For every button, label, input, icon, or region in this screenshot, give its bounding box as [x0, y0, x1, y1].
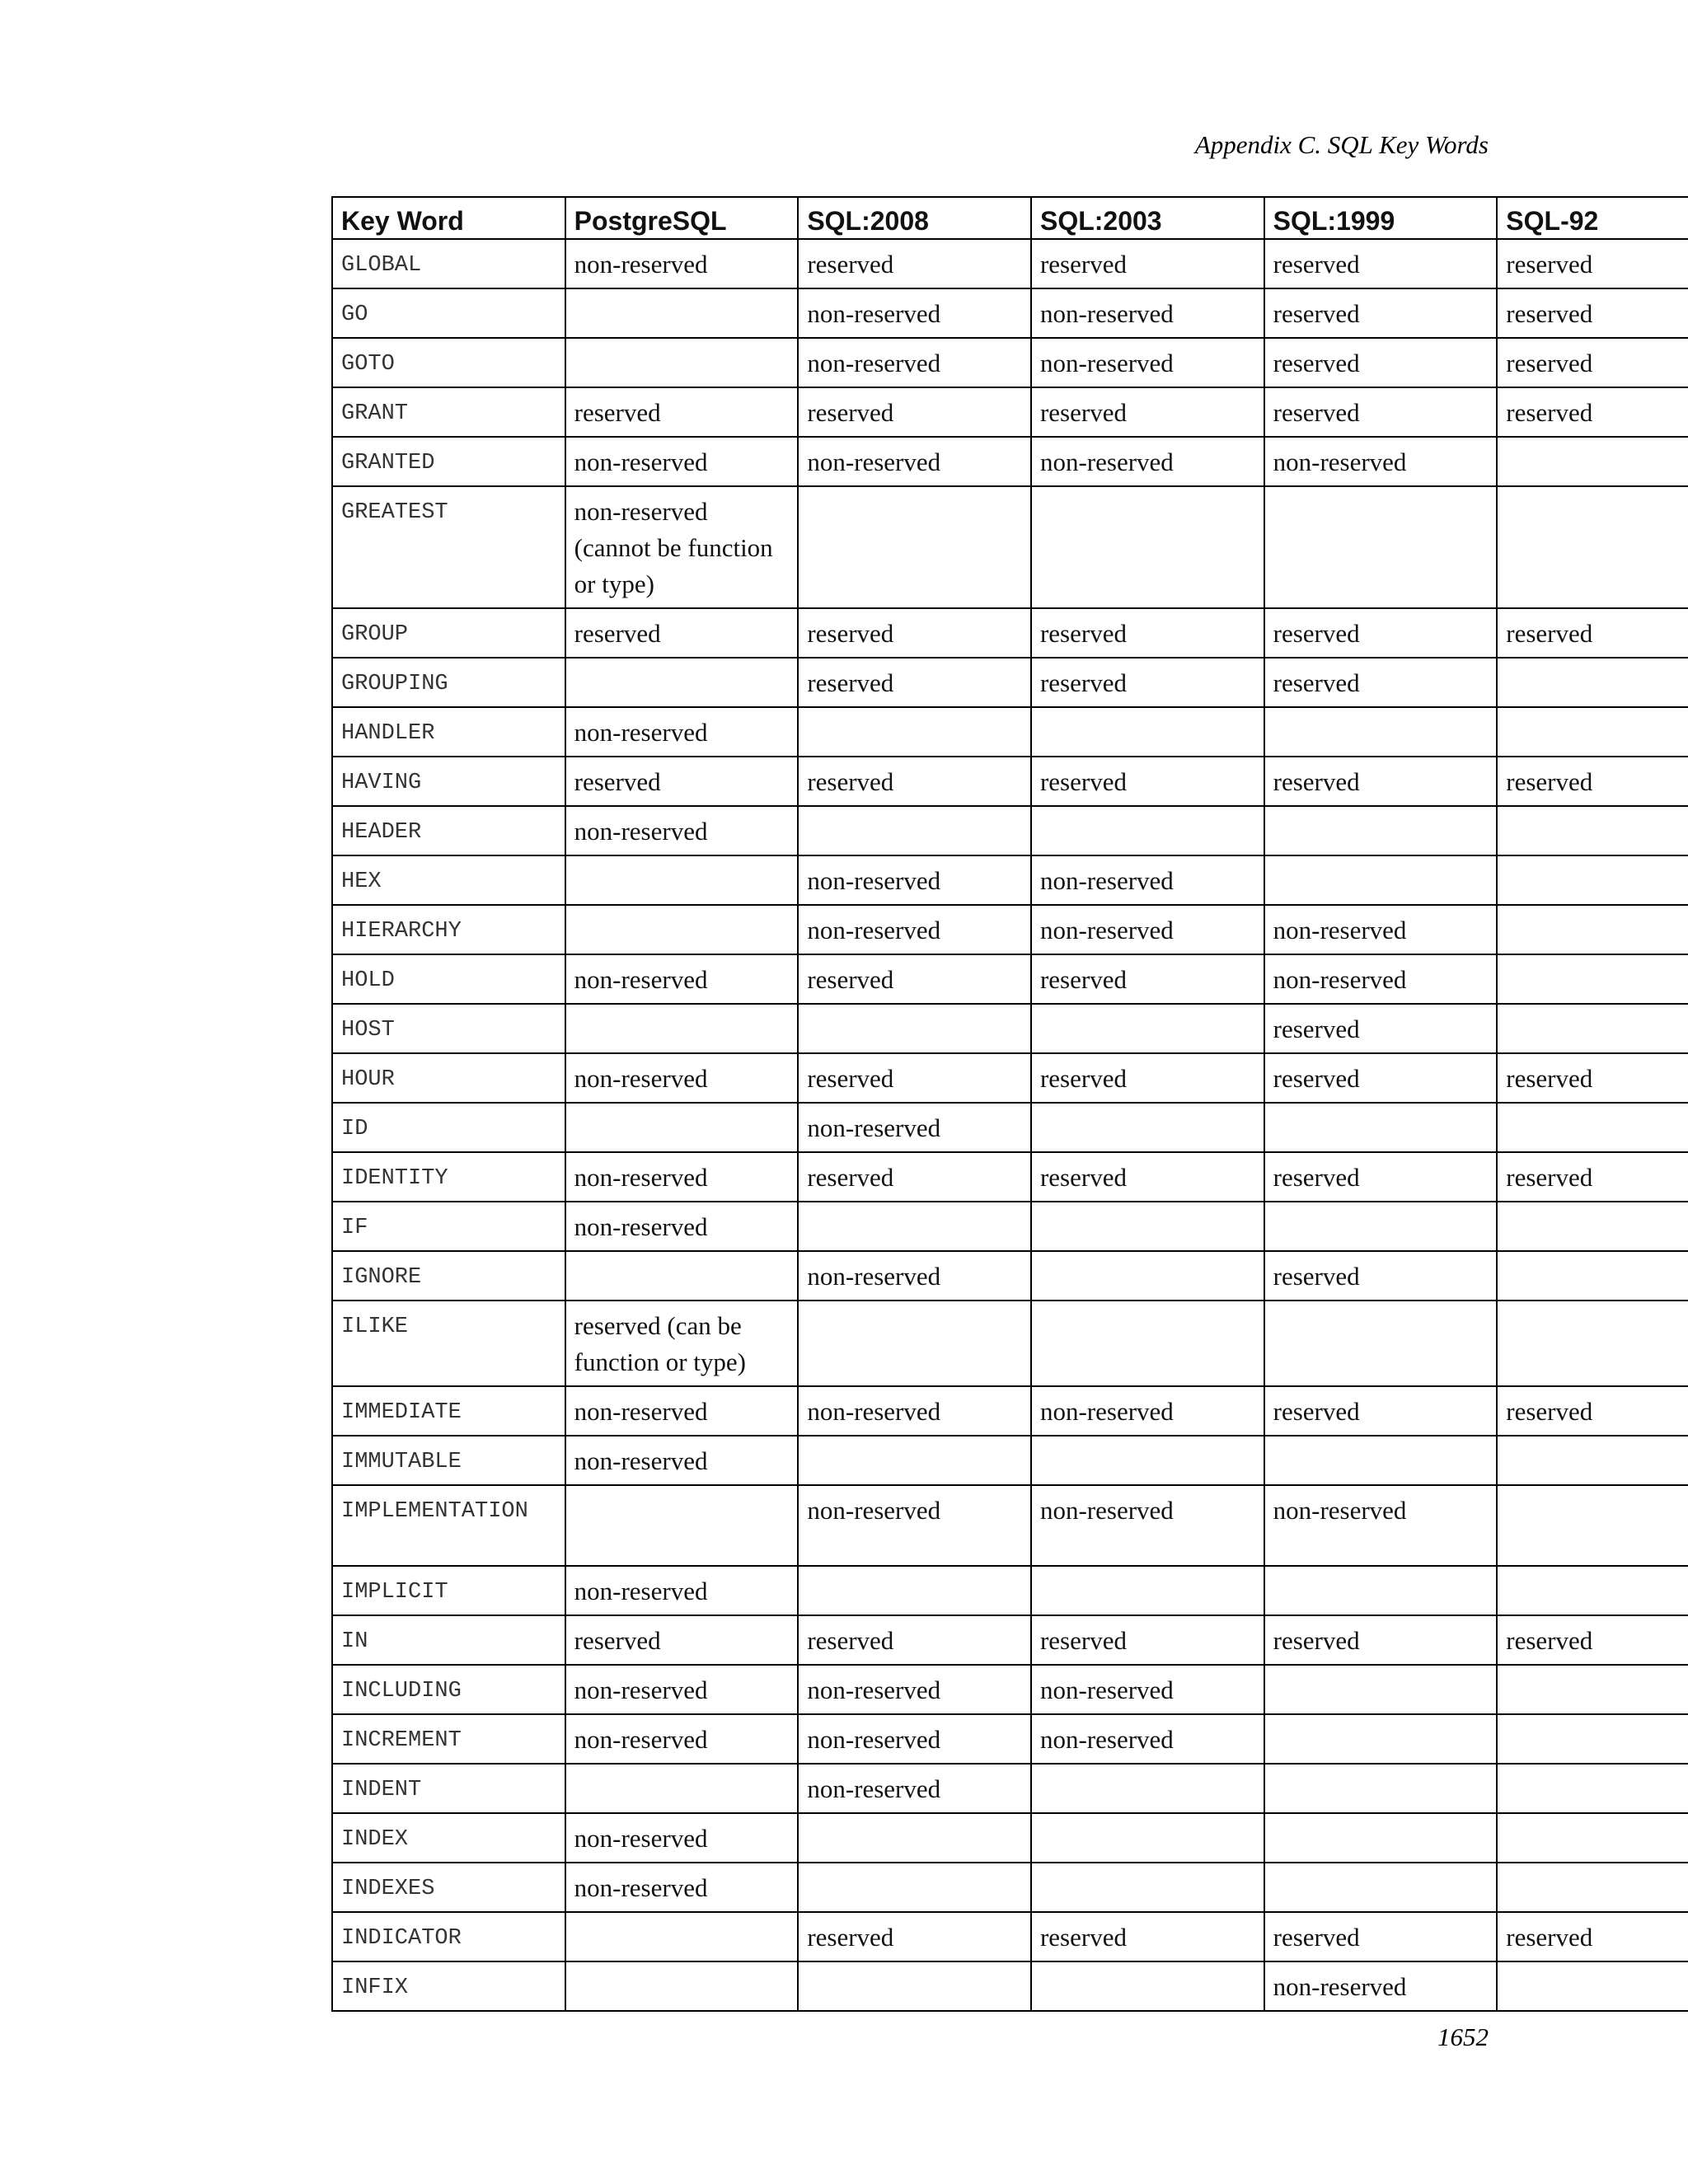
- sql2003-cell: non-reserved: [1031, 1386, 1264, 1436]
- postgresql-cell: non-reserved: [565, 1152, 799, 1202]
- sql2008-cell: reserved: [798, 1912, 1031, 1961]
- sql2003-cell: non-reserved: [1031, 1714, 1264, 1764]
- table-row: [332, 1912, 1688, 1961]
- postgresql-cell: [565, 1764, 799, 1813]
- sql2003-cell: non-reserved: [1031, 437, 1264, 486]
- postgresql-cell: non-reserved: [565, 239, 799, 288]
- sql1999-cell: reserved: [1264, 1053, 1498, 1103]
- column-header: SQL:2008: [798, 197, 1031, 239]
- sql2003-cell: non-reserved: [1031, 905, 1264, 954]
- sql2008-cell: [798, 1202, 1031, 1251]
- postgresql-cell: non-reserved: [565, 1053, 799, 1103]
- sql92-cell: [1497, 806, 1688, 855]
- keyword-cell: GRANT: [332, 387, 565, 437]
- sql92-cell: [1497, 1764, 1688, 1813]
- sql1999-cell: [1264, 1566, 1498, 1615]
- sql2003-cell: [1031, 1566, 1264, 1615]
- sql2008-cell: [798, 1301, 1031, 1386]
- postgresql-cell: [565, 1103, 799, 1152]
- postgresql-cell: [565, 905, 799, 954]
- sql2008-cell: [798, 1961, 1031, 2011]
- postgresql-cell: non-reserved: [565, 1386, 799, 1436]
- postgresql-cell: [565, 1485, 799, 1566]
- table-row: [332, 1714, 1688, 1764]
- sql1999-cell: reserved: [1264, 658, 1498, 707]
- sql1999-cell: [1264, 1714, 1498, 1764]
- sql92-cell: [1497, 486, 1688, 608]
- sql1999-cell: [1264, 1103, 1498, 1152]
- sql92-cell: reserved: [1497, 1152, 1688, 1202]
- table-row: [332, 855, 1688, 905]
- sql2003-cell: [1031, 486, 1264, 608]
- postgresql-cell: [565, 1004, 799, 1053]
- table-row: [332, 1301, 1688, 1386]
- postgresql-cell: non-reserved: [565, 437, 799, 486]
- keyword-cell: INDENT: [332, 1764, 565, 1813]
- sql2008-cell: non-reserved: [798, 437, 1031, 486]
- postgresql-cell: reserved: [565, 608, 799, 658]
- sql2008-cell: non-reserved: [798, 905, 1031, 954]
- table-row: [332, 1152, 1688, 1202]
- sql1999-cell: reserved: [1264, 1152, 1498, 1202]
- table-row: [332, 1863, 1688, 1912]
- sql2008-cell: reserved: [798, 658, 1031, 707]
- sql1999-cell: [1264, 1301, 1498, 1386]
- sql2008-cell: [798, 1863, 1031, 1912]
- sql2003-cell: [1031, 1004, 1264, 1053]
- postgresql-cell: non-reserved: [565, 1436, 799, 1485]
- sql2008-cell: reserved: [798, 1152, 1031, 1202]
- sql2008-cell: non-reserved: [798, 1251, 1031, 1301]
- sql1999-cell: reserved: [1264, 1386, 1498, 1436]
- sql92-cell: [1497, 1202, 1688, 1251]
- sql2003-cell: reserved: [1031, 387, 1264, 437]
- postgresql-cell: non-reserved: [565, 1665, 799, 1714]
- sql92-cell: [1497, 707, 1688, 757]
- sql2008-cell: [798, 1566, 1031, 1615]
- sql2003-cell: [1031, 707, 1264, 757]
- sql2008-cell: reserved: [798, 608, 1031, 658]
- sql2003-cell: [1031, 1301, 1264, 1386]
- sql2003-cell: reserved: [1031, 658, 1264, 707]
- sql1999-cell: reserved: [1264, 338, 1498, 387]
- table-row: [332, 608, 1688, 658]
- sql2003-cell: non-reserved: [1031, 288, 1264, 338]
- keyword-cell: IMMUTABLE: [332, 1436, 565, 1485]
- column-header: SQL-92: [1497, 197, 1688, 239]
- sql1999-cell: reserved: [1264, 1615, 1498, 1665]
- sql-keywords-table: [331, 196, 1688, 2012]
- keyword-cell: INCLUDING: [332, 1665, 565, 1714]
- sql2003-cell: [1031, 806, 1264, 855]
- sql92-cell: reserved: [1497, 338, 1688, 387]
- keyword-cell: IGNORE: [332, 1251, 565, 1301]
- sql2008-cell: non-reserved: [798, 1485, 1031, 1566]
- table-row: [332, 1813, 1688, 1863]
- keyword-cell: IMPLEMENTATION: [332, 1485, 565, 1566]
- sql2008-cell: reserved: [798, 1053, 1031, 1103]
- table-row: [332, 1665, 1688, 1714]
- table-body: [332, 239, 1688, 2011]
- sql92-cell: [1497, 1301, 1688, 1386]
- sql2003-cell: reserved: [1031, 954, 1264, 1004]
- sql92-cell: [1497, 1863, 1688, 1912]
- sql1999-cell: non-reserved: [1264, 1485, 1498, 1566]
- keyword-cell: GOTO: [332, 338, 565, 387]
- keyword-cell: HOUR: [332, 1053, 565, 1103]
- sql92-cell: [1497, 954, 1688, 1004]
- sql92-cell: reserved: [1497, 1386, 1688, 1436]
- table-row: [332, 1615, 1688, 1665]
- keyword-cell: INDEX: [332, 1813, 565, 1863]
- postgresql-cell: non-reserved: [565, 806, 799, 855]
- sql2008-cell: non-reserved: [798, 1386, 1031, 1436]
- sql92-cell: [1497, 1665, 1688, 1714]
- table-row: [332, 806, 1688, 855]
- sql2008-cell: reserved: [798, 387, 1031, 437]
- postgresql-cell: [565, 855, 799, 905]
- sql2008-cell: reserved: [798, 239, 1031, 288]
- sql2003-cell: reserved: [1031, 757, 1264, 806]
- keyword-cell: IMMEDIATE: [332, 1386, 565, 1436]
- sql92-cell: [1497, 1714, 1688, 1764]
- sql92-cell: reserved: [1497, 1912, 1688, 1961]
- sql92-cell: [1497, 1566, 1688, 1615]
- keyword-cell: HEX: [332, 855, 565, 905]
- sql2003-cell: non-reserved: [1031, 1485, 1264, 1566]
- sql92-cell: reserved: [1497, 288, 1688, 338]
- keyword-cell: HOLD: [332, 954, 565, 1004]
- sql1999-cell: reserved: [1264, 1912, 1498, 1961]
- sql2003-cell: reserved: [1031, 608, 1264, 658]
- postgresql-cell: non-reserved: [565, 707, 799, 757]
- sql92-cell: reserved: [1497, 1053, 1688, 1103]
- sql92-cell: reserved: [1497, 387, 1688, 437]
- sql2003-cell: non-reserved: [1031, 338, 1264, 387]
- sql2003-cell: [1031, 1863, 1264, 1912]
- column-header: SQL:2003: [1031, 197, 1264, 239]
- sql92-cell: [1497, 437, 1688, 486]
- table-row: [332, 1436, 1688, 1485]
- keyword-cell: HIERARCHY: [332, 905, 565, 954]
- sql2008-cell: [798, 707, 1031, 757]
- sql1999-cell: [1264, 1863, 1498, 1912]
- sql92-cell: reserved: [1497, 239, 1688, 288]
- sql1999-cell: [1264, 1764, 1498, 1813]
- sql1999-cell: [1264, 1202, 1498, 1251]
- column-header: SQL:1999: [1264, 197, 1498, 239]
- sql1999-cell: reserved: [1264, 757, 1498, 806]
- sql2008-cell: non-reserved: [798, 288, 1031, 338]
- sql1999-cell: reserved: [1264, 239, 1498, 288]
- sql1999-cell: reserved: [1264, 608, 1498, 658]
- sql2008-cell: [798, 486, 1031, 608]
- sql1999-cell: reserved: [1264, 288, 1498, 338]
- keyword-cell: ID: [332, 1103, 565, 1152]
- sql2008-cell: [798, 806, 1031, 855]
- keyword-cell: IDENTITY: [332, 1152, 565, 1202]
- sql92-cell: [1497, 1103, 1688, 1152]
- sql92-cell: [1497, 1813, 1688, 1863]
- table-row: [332, 1251, 1688, 1301]
- sql2008-cell: reserved: [798, 954, 1031, 1004]
- table-header-row: [332, 197, 1688, 239]
- table-row: [332, 1004, 1688, 1053]
- keyword-cell: GROUPING: [332, 658, 565, 707]
- column-header: PostgreSQL: [565, 197, 799, 239]
- keyword-cell: HAVING: [332, 757, 565, 806]
- running-head: Appendix C. SQL Key Words: [1194, 130, 1489, 159]
- postgresql-cell: non-reserved (cannot be function or type): [565, 486, 799, 608]
- keyword-cell: GROUP: [332, 608, 565, 658]
- sql92-cell: [1497, 1961, 1688, 2011]
- table-row: [332, 288, 1688, 338]
- keyword-cell: INDICATOR: [332, 1912, 565, 1961]
- sql2008-cell: non-reserved: [798, 338, 1031, 387]
- table-row: [332, 1485, 1688, 1566]
- table-row: [332, 387, 1688, 437]
- table-row: [332, 1764, 1688, 1813]
- sql2003-cell: [1031, 1202, 1264, 1251]
- sql2003-cell: [1031, 1764, 1264, 1813]
- sql2008-cell: non-reserved: [798, 855, 1031, 905]
- keyword-cell: GREATEST: [332, 486, 565, 608]
- sql2003-cell: reserved: [1031, 1615, 1264, 1665]
- postgresql-cell: [565, 1251, 799, 1301]
- sql2008-cell: [798, 1813, 1031, 1863]
- sql1999-cell: reserved: [1264, 1004, 1498, 1053]
- postgresql-cell: [565, 1912, 799, 1961]
- sql1999-cell: [1264, 486, 1498, 608]
- sql2008-cell: non-reserved: [798, 1714, 1031, 1764]
- postgresql-cell: non-reserved: [565, 1863, 799, 1912]
- keyword-cell: INDEXES: [332, 1863, 565, 1912]
- sql1999-cell: non-reserved: [1264, 1961, 1498, 2011]
- table-row: [332, 757, 1688, 806]
- sql1999-cell: [1264, 1436, 1498, 1485]
- keyword-cell: GLOBAL: [332, 239, 565, 288]
- sql1999-cell: [1264, 1665, 1498, 1714]
- postgresql-cell: reserved (can be function or type): [565, 1301, 799, 1386]
- sql1999-cell: [1264, 1813, 1498, 1863]
- sql2003-cell: [1031, 1103, 1264, 1152]
- sql2008-cell: reserved: [798, 1615, 1031, 1665]
- keyword-cell: HEADER: [332, 806, 565, 855]
- sql92-cell: reserved: [1497, 1615, 1688, 1665]
- table-row: [332, 905, 1688, 954]
- postgresql-cell: non-reserved: [565, 1813, 799, 1863]
- table-row: [332, 1566, 1688, 1615]
- sql2008-cell: reserved: [798, 757, 1031, 806]
- keyword-cell: IF: [332, 1202, 565, 1251]
- sql92-cell: [1497, 1436, 1688, 1485]
- sql2003-cell: reserved: [1031, 1152, 1264, 1202]
- table-row: [332, 437, 1688, 486]
- sql1999-cell: non-reserved: [1264, 954, 1498, 1004]
- table-row: [332, 1386, 1688, 1436]
- sql2003-cell: [1031, 1961, 1264, 2011]
- table-row: [332, 239, 1688, 288]
- postgresql-cell: reserved: [565, 757, 799, 806]
- keyword-cell: GRANTED: [332, 437, 565, 486]
- sql92-cell: reserved: [1497, 608, 1688, 658]
- sql92-cell: [1497, 1485, 1688, 1566]
- sql2003-cell: non-reserved: [1031, 855, 1264, 905]
- sql92-cell: [1497, 1251, 1688, 1301]
- postgresql-cell: [565, 658, 799, 707]
- sql1999-cell: reserved: [1264, 387, 1498, 437]
- keyword-cell: HOST: [332, 1004, 565, 1053]
- keyword-cell: ILIKE: [332, 1301, 565, 1386]
- sql2003-cell: reserved: [1031, 1053, 1264, 1103]
- keyword-cell: GO: [332, 288, 565, 338]
- sql92-cell: [1497, 1004, 1688, 1053]
- postgresql-cell: non-reserved: [565, 1714, 799, 1764]
- table-row: [332, 338, 1688, 387]
- postgresql-cell: non-reserved: [565, 1202, 799, 1251]
- keyword-cell: INFIX: [332, 1961, 565, 2011]
- table-row: [332, 1053, 1688, 1103]
- sql92-cell: reserved: [1497, 757, 1688, 806]
- table-row: [332, 486, 1688, 608]
- sql2003-cell: [1031, 1251, 1264, 1301]
- table-row: [332, 1202, 1688, 1251]
- sql1999-cell: [1264, 707, 1498, 757]
- sql2003-cell: reserved: [1031, 239, 1264, 288]
- table-row: [332, 954, 1688, 1004]
- page-number: 1652: [1437, 2022, 1489, 2051]
- sql2008-cell: non-reserved: [798, 1103, 1031, 1152]
- sql1999-cell: reserved: [1264, 1251, 1498, 1301]
- keyword-cell: IMPLICIT: [332, 1566, 565, 1615]
- sql1999-cell: [1264, 806, 1498, 855]
- sql2003-cell: reserved: [1031, 1912, 1264, 1961]
- keyword-cell: IN: [332, 1615, 565, 1665]
- sql2008-cell: non-reserved: [798, 1665, 1031, 1714]
- sql2008-cell: non-reserved: [798, 1764, 1031, 1813]
- keyword-cell: HANDLER: [332, 707, 565, 757]
- sql92-cell: [1497, 905, 1688, 954]
- sql1999-cell: non-reserved: [1264, 905, 1498, 954]
- sql92-cell: [1497, 658, 1688, 707]
- sql2008-cell: [798, 1004, 1031, 1053]
- keyword-cell: INCREMENT: [332, 1714, 565, 1764]
- postgresql-cell: [565, 1961, 799, 2011]
- sql2003-cell: non-reserved: [1031, 1665, 1264, 1714]
- sql2003-cell: [1031, 1436, 1264, 1485]
- postgresql-cell: reserved: [565, 1615, 799, 1665]
- table-row: [332, 1103, 1688, 1152]
- sql2008-cell: [798, 1436, 1031, 1485]
- sql2003-cell: [1031, 1813, 1264, 1863]
- postgresql-cell: non-reserved: [565, 1566, 799, 1615]
- sql92-cell: [1497, 855, 1688, 905]
- sql1999-cell: non-reserved: [1264, 437, 1498, 486]
- table-row: [332, 658, 1688, 707]
- postgresql-cell: [565, 338, 799, 387]
- sql1999-cell: [1264, 855, 1498, 905]
- table-row: [332, 707, 1688, 757]
- column-header: Key Word: [332, 197, 565, 239]
- postgresql-cell: [565, 288, 799, 338]
- postgresql-cell: non-reserved: [565, 954, 799, 1004]
- postgresql-cell: reserved: [565, 387, 799, 437]
- table-row: [332, 1961, 1688, 2011]
